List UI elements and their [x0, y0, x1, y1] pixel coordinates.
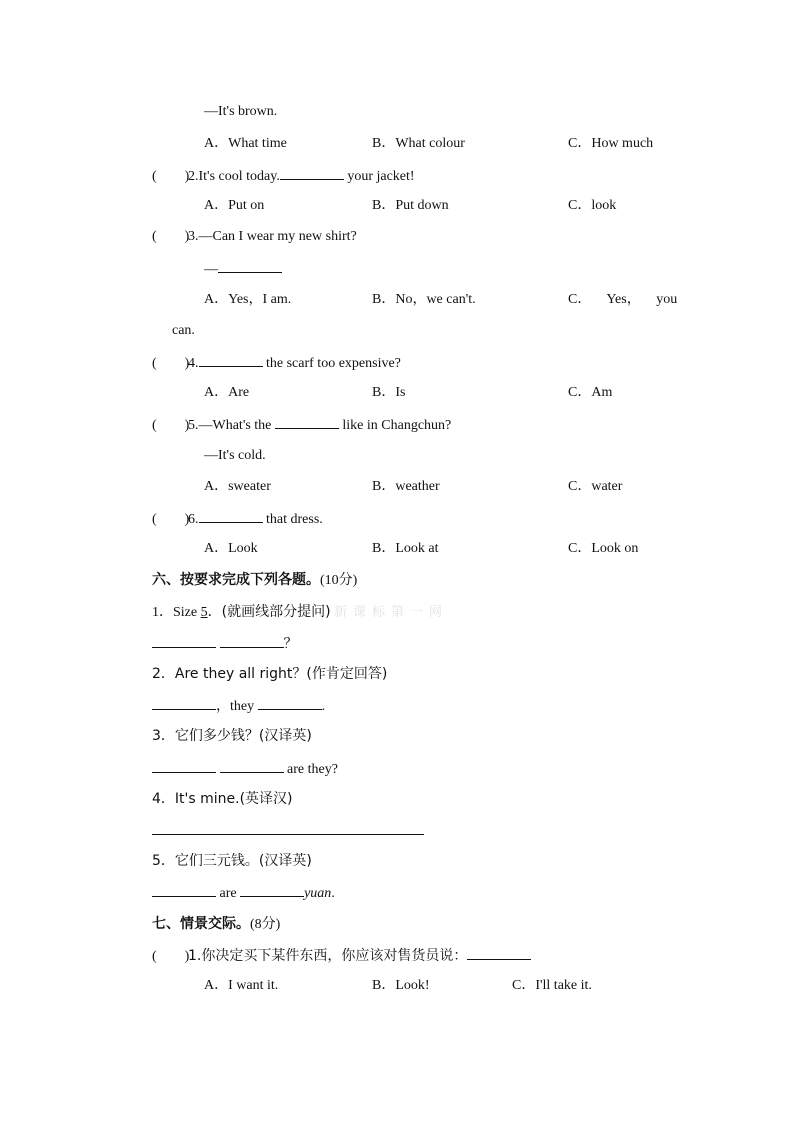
- answer-paren[interactable]: ( ): [152, 949, 190, 964]
- s6-item5-answer: are yuan.: [152, 883, 335, 903]
- s7-q1-stem: ( )1.你决定买下某件东西，你应该对售货员说：: [152, 946, 531, 966]
- s6-item5-prompt: 5．它们三元钱。(汉译英): [152, 853, 312, 869]
- s6-item4-answer: [152, 821, 424, 841]
- q6-option-c[interactable]: C．Look on: [568, 541, 639, 556]
- q2-option-a[interactable]: A．Put on: [204, 198, 265, 213]
- fill-blank[interactable]: [199, 509, 263, 523]
- q2-option-b[interactable]: B．Put down: [372, 198, 449, 213]
- q3-stem: ( )3.—Can I wear my new shirt?: [152, 229, 357, 244]
- s6-item3-prompt: 3．它们多少钱？(汉译英): [152, 728, 312, 744]
- q5-stem: ( )5.—What's the like in Changchun?: [152, 415, 451, 435]
- fill-blank[interactable]: [199, 353, 263, 367]
- q3-option-a[interactable]: A．Yes，I am.: [204, 292, 292, 307]
- q2-stem: ( )2.It's cool today. your jacket!: [152, 166, 415, 186]
- fill-blank[interactable]: [467, 946, 531, 960]
- q4-option-a[interactable]: A．Are: [204, 385, 250, 400]
- q3-option-c-wrap: can.: [172, 323, 195, 338]
- fill-blank[interactable]: [258, 696, 322, 710]
- q6-option-b[interactable]: B．Look at: [372, 541, 439, 556]
- q1-option-c[interactable]: C．How much: [568, 136, 654, 151]
- q4-stem: ( )4. the scarf too expensive?: [152, 353, 401, 373]
- section6-heading: 六、按要求完成下列各题。(10分): [152, 572, 358, 588]
- watermark-text: 新课标第一网: [334, 605, 449, 620]
- answer-paren[interactable]: ( ): [152, 512, 190, 527]
- q6-stem: ( )6. that dress.: [152, 509, 323, 529]
- s6-item1-answer: ？: [152, 634, 298, 654]
- q3-option-c[interactable]: C． Yes， you: [568, 292, 678, 307]
- section7-heading: 七、情景交际。(8分): [152, 916, 281, 932]
- s6-item1-prompt: 1．Size 5．(就画线部分提问) 新课标第一网: [152, 604, 449, 620]
- q5-option-b[interactable]: B．weather: [372, 479, 440, 494]
- q1-answer-line: —It's brown.: [204, 104, 278, 119]
- answer-paren[interactable]: ( ): [152, 169, 190, 184]
- fill-blank[interactable]: [275, 415, 339, 429]
- q6-option-a[interactable]: A．Look: [204, 541, 258, 556]
- q1-option-b[interactable]: B．What colour: [372, 136, 465, 151]
- q1-option-a[interactable]: A．What time: [204, 136, 287, 151]
- fill-blank[interactable]: [220, 759, 284, 773]
- answer-paren[interactable]: ( ): [152, 356, 190, 371]
- fill-blank[interactable]: [152, 696, 216, 710]
- fill-blank[interactable]: [218, 259, 282, 273]
- answer-paren[interactable]: ( ): [152, 418, 190, 433]
- s6-item4-prompt: 4．It's mine.(英译汉): [152, 791, 293, 807]
- fill-blank-long[interactable]: [152, 821, 424, 835]
- s6-item2-prompt: 2．Are they all right？(作肯定回答): [152, 666, 388, 682]
- fill-blank[interactable]: [152, 634, 216, 648]
- q5-option-a[interactable]: A．sweater: [204, 479, 271, 494]
- q5-answer-line: —It's cold.: [204, 448, 266, 463]
- fill-blank[interactable]: [280, 166, 344, 180]
- fill-blank[interactable]: [152, 883, 216, 897]
- s6-item3-answer: are they?: [152, 759, 338, 779]
- answer-paren[interactable]: ( ): [152, 229, 190, 244]
- q3-reply-line: —: [204, 259, 282, 279]
- s6-item2-answer: ，they .: [152, 696, 325, 716]
- q2-option-c[interactable]: C．look: [568, 198, 617, 213]
- s7-q1-option-c[interactable]: C．I'll take it.: [512, 978, 592, 993]
- fill-blank[interactable]: [152, 759, 216, 773]
- q5-option-c[interactable]: C．water: [568, 479, 623, 494]
- q4-option-c[interactable]: C．Am: [568, 385, 613, 400]
- fill-blank[interactable]: [240, 883, 304, 897]
- q4-option-b[interactable]: B．Is: [372, 385, 406, 400]
- fill-blank[interactable]: [220, 634, 284, 648]
- underlined-number: 5: [200, 605, 208, 620]
- q3-option-b[interactable]: B．No，we can't.: [372, 292, 476, 307]
- s7-q1-option-a[interactable]: A．I want it.: [204, 978, 279, 993]
- s7-q1-option-b[interactable]: B．Look!: [372, 978, 430, 993]
